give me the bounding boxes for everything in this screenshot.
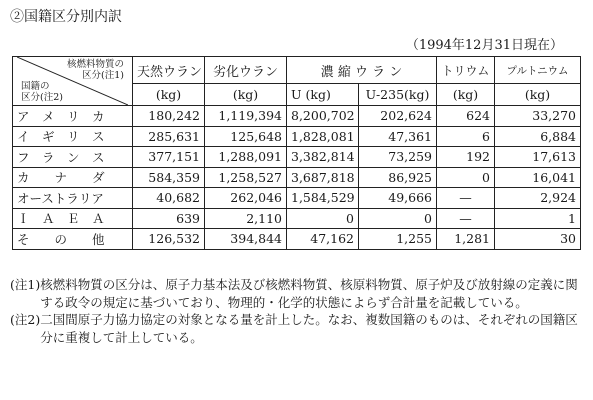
country-cell: イ ギ リ ス [13,126,133,147]
plutonium-cell: 30 [495,229,581,250]
thorium-cell: — [437,188,495,209]
header-depleted-uranium: 劣化ウラン [205,57,287,84]
natural-uranium-cell: 40,682 [133,188,205,209]
plutonium-cell: 6,884 [495,126,581,147]
thorium-cell: 192 [437,147,495,168]
thorium-cell: — [437,208,495,229]
thorium-cell: 6 [437,126,495,147]
footnote-text: 二国間原子力協力協定の対象となる量を計上した。なお、複数国籍のものは、それぞれの国籍区分に重複して計上している。 [40,312,578,345]
depleted-uranium-cell: 1,119,394 [205,106,287,127]
header-thorium: トリウム [437,57,495,84]
as-of-date: （1994年12月31日現在） [405,38,563,53]
thorium-cell: 624 [437,106,495,127]
enriched-u235-cell: 0 [359,208,437,229]
plutonium-cell: 16,041 [495,167,581,188]
table-row [13,167,581,188]
depleted-uranium-cell: 394,844 [205,229,287,250]
enriched-u235-cell: 202,624 [359,106,437,127]
natural-uranium-cell: 584,359 [133,167,205,188]
section-title: ②国籍区分別内訳 [10,9,122,25]
table-row [13,229,581,250]
country-cell: カ ナ ダ [13,167,133,188]
natural-uranium-cell: 377,151 [133,147,205,168]
footnote-label: (注1) [10,277,41,292]
enriched-u235-cell: 1,255 [359,229,437,250]
depleted-uranium-cell: 1,288,091 [205,147,287,168]
depleted-uranium-cell: 125,648 [205,126,287,147]
table-row [13,208,581,229]
enriched-u-cell: 0 [287,208,359,229]
table-row [13,147,581,168]
table-corner-header [13,57,133,106]
header-enriched-uranium: 濃 縮 ウ ラ ン [287,57,437,84]
enriched-u235-cell: 73,259 [359,147,437,168]
corner-material-label: 核燃料物質の 区分(注1) [66,59,124,81]
plutonium-cell: 1 [495,208,581,229]
footnote-label: (注2) [10,312,41,327]
thorium-cell: 0 [437,167,495,188]
country-cell: ア メ リ カ [13,106,133,127]
enriched-u-cell: 3,382,814 [287,147,359,168]
footnote-text: 核燃料物質の区分は、原子力基本法及び核燃料物質、核原料物質、原子炉及び放射線の定義に関する政令の規定に基づいており、物理的・化学的状態によらず合計量を記載している。 [40,277,578,310]
table-row [13,188,581,209]
table-row [13,106,581,127]
unit-enriched-u235: U-235(kg) [359,84,437,106]
header-natural-uranium: 天然ウラン [133,57,205,84]
enriched-u235-cell: 86,925 [359,167,437,188]
thorium-cell: 1,281 [437,229,495,250]
header-plutonium: プルトニウム [495,57,581,84]
depleted-uranium-cell: 262,046 [205,188,287,209]
natural-uranium-cell: 126,532 [133,229,205,250]
country-cell: Ｉ Ａ Ｅ Ａ [13,208,133,229]
enriched-u-cell: 1,828,081 [287,126,359,147]
plutonium-cell: 33,270 [495,106,581,127]
enriched-u-cell: 3,687,818 [287,167,359,188]
enriched-u-cell: 47,162 [287,229,359,250]
country-cell: フ ラ ン ス [13,147,133,168]
unit-plutonium: (kg) [495,84,581,106]
table-row [13,126,581,147]
footnote-1 [10,276,585,311]
natural-uranium-cell: 639 [133,208,205,229]
unit-enriched-u: U (kg) [287,84,359,106]
enriched-u235-cell: 47,361 [359,126,437,147]
enriched-u-cell: 1,584,529 [287,188,359,209]
plutonium-cell: 17,613 [495,147,581,168]
footnote-2 [10,311,585,346]
unit-natural-uranium: (kg) [133,84,205,106]
enriched-u235-cell: 49,666 [359,188,437,209]
depleted-uranium-cell: 1,258,527 [205,167,287,188]
country-cell: オーストラリア [13,188,133,209]
footnotes [10,276,585,346]
natural-uranium-cell: 180,242 [133,106,205,127]
unit-thorium: (kg) [437,84,495,106]
country-cell: そ の 他 [13,229,133,250]
plutonium-cell: 2,924 [495,188,581,209]
nationality-breakdown-table [12,56,581,250]
enriched-u-cell: 8,200,702 [287,106,359,127]
depleted-uranium-cell: 2,110 [205,208,287,229]
natural-uranium-cell: 285,631 [133,126,205,147]
corner-country-label: 国籍の 区分(注2) [21,81,63,103]
unit-depleted-uranium: (kg) [205,84,287,106]
